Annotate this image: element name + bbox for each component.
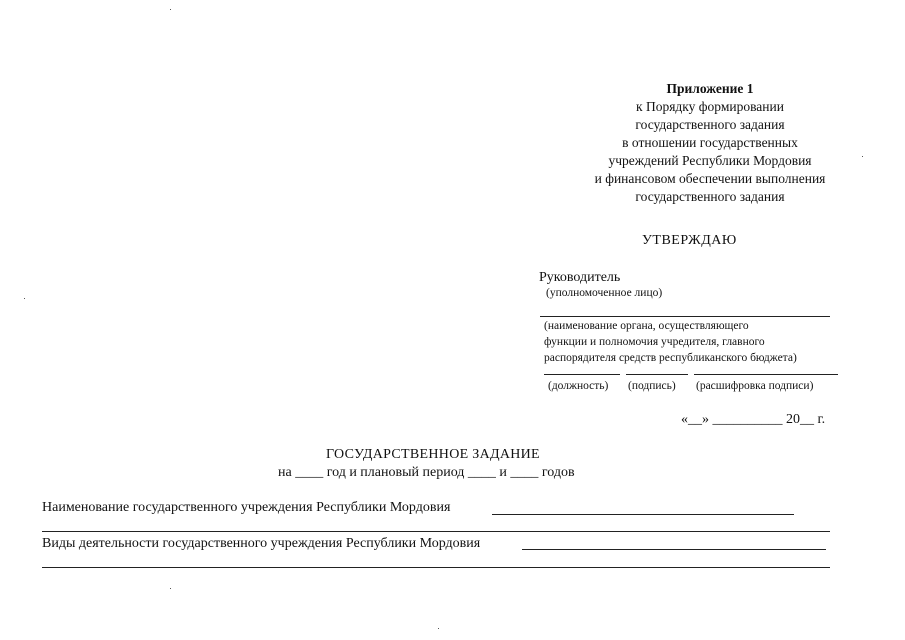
approval-date: «__» __________ 20__ г.: [681, 412, 826, 427]
institution-name-line-2[interactable]: [42, 531, 830, 532]
activity-types-line-2[interactable]: [42, 567, 830, 568]
institution-name-field[interactable]: [492, 514, 794, 515]
signature-line: [626, 374, 688, 375]
appendix-line: и финансовом обеспечении выполнения: [594, 171, 826, 186]
activity-types-field[interactable]: [522, 549, 826, 550]
appendix-line: учреждений Республики Мордовия: [608, 153, 812, 168]
decoding-line: [694, 374, 838, 375]
appendix-line: в отношении государственных: [622, 135, 798, 150]
org-name-line: [540, 316, 830, 317]
scan-speck: [24, 298, 25, 299]
org-caption-line: распорядителя средств республиканского бюджета): [544, 352, 797, 364]
period-line: на ____ год и плановый период ____ и ____ годов: [278, 465, 575, 480]
position-line: [544, 374, 620, 375]
signature-caption: (подпись): [628, 380, 676, 392]
org-caption: [544, 318, 797, 366]
activity-types-label: Виды деятельности государственного учреждения Республики Мордовия: [42, 536, 481, 551]
approval-heading: УТВЕРЖДАЮ: [642, 233, 737, 248]
appendix-line: государственного задания: [635, 189, 785, 204]
position-caption: (должность): [548, 380, 609, 392]
document-title: ГОСУДАРСТВЕННОЕ ЗАДАНИЕ: [326, 447, 540, 462]
institution-name-label: Наименование государственного учреждения Республики Мордовия: [42, 500, 451, 515]
head-label: Руководитель: [539, 270, 621, 285]
appendix-line: к Порядку формировании: [636, 99, 784, 114]
org-caption-line: функции и полномочия учредителя, главного: [544, 336, 765, 348]
decoding-caption: (расшифровка подписи): [696, 380, 814, 392]
scan-speck: [862, 156, 863, 157]
appendix-line: государственного задания: [635, 117, 785, 132]
scan-speck: [170, 9, 171, 10]
scan-speck: [438, 628, 439, 629]
head-caption: (уполномоченное лицо): [546, 287, 663, 299]
appendix-block: [560, 80, 860, 206]
org-caption-line: (наименование органа, осуществляющего: [544, 320, 749, 332]
appendix-title: Приложение 1: [666, 81, 754, 96]
scan-speck: [170, 588, 171, 589]
